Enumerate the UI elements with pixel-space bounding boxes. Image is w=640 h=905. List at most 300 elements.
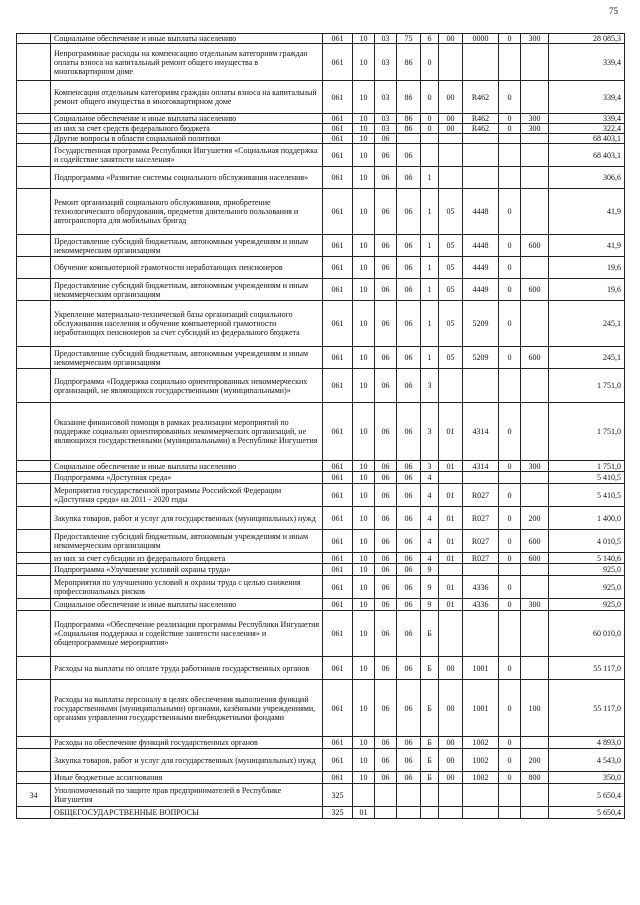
ministry-code-cell: 061 xyxy=(323,235,353,257)
row-number-cell xyxy=(17,403,51,461)
subprogram-code-cell xyxy=(421,807,439,819)
direction-code-cell: R027 xyxy=(463,553,499,564)
direction-code-cell: 1002 xyxy=(463,737,499,749)
subsection-code-cell: 06 xyxy=(375,257,397,279)
row-number-cell xyxy=(17,134,51,144)
direction-code-cell xyxy=(463,134,499,144)
direction-code-cell: 4448 xyxy=(463,189,499,235)
main-event-code-cell: 01 xyxy=(439,553,463,564)
expense-type-cell: 300 xyxy=(521,124,549,134)
table-row xyxy=(17,599,625,611)
ministry-code-cell: 061 xyxy=(323,44,353,81)
direction-suffix-cell: 0 xyxy=(499,81,521,114)
main-event-code-cell: 05 xyxy=(439,235,463,257)
direction-code-cell xyxy=(463,564,499,576)
main-event-code-cell: 01 xyxy=(439,599,463,611)
amount-cell: 19,6 xyxy=(549,257,625,279)
row-name-cell: Закупка товаров, работ и услуг для государственных (муниципальных) нужд xyxy=(51,749,323,772)
section-code-cell: 10 xyxy=(353,279,375,301)
direction-code-cell: 1002 xyxy=(463,772,499,784)
expense-type-cell: 300 xyxy=(521,461,549,472)
amount-cell: 5 140,6 xyxy=(549,553,625,564)
program-code-cell: 06 xyxy=(397,553,421,564)
subprogram-code-cell: 0 xyxy=(421,124,439,134)
direction-code-cell: 1001 xyxy=(463,657,499,680)
program-code-cell: 06 xyxy=(397,564,421,576)
ministry-code-cell: 061 xyxy=(323,189,353,235)
row-name-cell: Подпрограмма «Поддержка социально ориентированных некоммерческих организаций, не являющихся государственными (муниципальными)» xyxy=(51,369,323,403)
subprogram-code-cell: 3 xyxy=(421,369,439,403)
row-name-cell: Государственная программа Республики Ингушетия «Социальная поддержка и содействие занятости населения» xyxy=(51,144,323,167)
ministry-code-cell: 061 xyxy=(323,772,353,784)
table-row xyxy=(17,530,625,553)
row-name-cell: Уполномоченный по защите прав предпринимателей в Республике Ингушетия xyxy=(51,784,323,807)
subsection-code-cell: 06 xyxy=(375,134,397,144)
section-code-cell: 10 xyxy=(353,484,375,507)
table-row xyxy=(17,737,625,749)
ministry-code-cell: 061 xyxy=(323,34,353,44)
section-code-cell: 10 xyxy=(353,235,375,257)
row-name-cell: Закупка товаров, работ и услуг для государственных (муниципальных) нужд xyxy=(51,507,323,530)
subprogram-code-cell xyxy=(421,134,439,144)
section-code-cell: 10 xyxy=(353,301,375,347)
subprogram-code-cell: 1 xyxy=(421,167,439,189)
expense-type-cell xyxy=(521,369,549,403)
expense-type-cell xyxy=(521,81,549,114)
row-number-cell xyxy=(17,369,51,403)
direction-suffix-cell xyxy=(499,784,521,807)
table-row xyxy=(17,564,625,576)
direction-code-cell: 1001 xyxy=(463,680,499,737)
subsection-code-cell: 06 xyxy=(375,657,397,680)
expense-type-cell xyxy=(521,576,549,599)
row-number-cell xyxy=(17,507,51,530)
main-event-code-cell xyxy=(439,369,463,403)
subsection-code-cell: 06 xyxy=(375,576,397,599)
amount-cell: 245,1 xyxy=(549,301,625,347)
table-row xyxy=(17,576,625,599)
row-name-cell: Социальное обеспечение и иные выплаты населению xyxy=(51,461,323,472)
amount-cell: 60 010,0 xyxy=(549,611,625,657)
subsection-code-cell: 06 xyxy=(375,461,397,472)
amount-cell: 5 650,4 xyxy=(549,784,625,807)
expense-type-cell: 300 xyxy=(521,34,549,44)
ministry-code-cell: 061 xyxy=(323,599,353,611)
expense-type-cell xyxy=(521,564,549,576)
row-name-cell: из них за счет средств федерального бюджета xyxy=(51,124,323,134)
table-row xyxy=(17,81,625,114)
expense-type-cell xyxy=(521,189,549,235)
subprogram-code-cell: 3 xyxy=(421,461,439,472)
row-name-cell: Подпрограмма «Обеспечение реализации программы Республики Ингушетия «Социальная поддержка и содействие занятости населения» и общепрограммные мероприятия» xyxy=(51,611,323,657)
section-code-cell: 10 xyxy=(353,369,375,403)
main-event-code-cell: 00 xyxy=(439,124,463,134)
amount-cell: 4 010,5 xyxy=(549,530,625,553)
direction-code-cell xyxy=(463,611,499,657)
ministry-code-cell: 061 xyxy=(323,507,353,530)
section-code-cell: 10 xyxy=(353,576,375,599)
ministry-code-cell: 061 xyxy=(323,81,353,114)
subprogram-code-cell: 9 xyxy=(421,564,439,576)
expense-type-cell xyxy=(521,134,549,144)
direction-suffix-cell: 0 xyxy=(499,553,521,564)
ministry-code-cell: 061 xyxy=(323,347,353,369)
direction-code-cell xyxy=(463,167,499,189)
ministry-code-cell: 061 xyxy=(323,484,353,507)
section-code-cell: 10 xyxy=(353,81,375,114)
row-number-cell xyxy=(17,680,51,737)
subprogram-code-cell: 1 xyxy=(421,235,439,257)
table-row xyxy=(17,279,625,301)
direction-code-cell xyxy=(463,807,499,819)
row-number-cell xyxy=(17,657,51,680)
budget-table-body xyxy=(17,34,625,819)
main-event-code-cell: 01 xyxy=(439,530,463,553)
direction-code-cell: 4314 xyxy=(463,403,499,461)
row-number-cell xyxy=(17,44,51,81)
row-name-cell: Оказание финансовой помощи в рамках реализации мероприятий по поддержке социально ориентированных некоммерческих организаций, не являющихся государственными (муниципальными) в Республике Ингушетия xyxy=(51,403,323,461)
program-code-cell: 06 xyxy=(397,347,421,369)
subsection-code-cell: 06 xyxy=(375,403,397,461)
main-event-code-cell xyxy=(439,807,463,819)
direction-suffix-cell: 0 xyxy=(499,749,521,772)
subprogram-code-cell: 9 xyxy=(421,576,439,599)
program-code-cell: 86 xyxy=(397,44,421,81)
row-number-cell xyxy=(17,257,51,279)
row-number-cell xyxy=(17,576,51,599)
expense-type-cell: 800 xyxy=(521,772,549,784)
row-name-cell: Предоставление субсидий бюджетным, автономным учреждениям и иным некоммерческим организациям xyxy=(51,347,323,369)
row-name-cell: Подпрограмма «Улучшение условий охраны труда» xyxy=(51,564,323,576)
row-number-cell xyxy=(17,235,51,257)
amount-cell: 28 085,3 xyxy=(549,34,625,44)
ministry-code-cell: 061 xyxy=(323,167,353,189)
subprogram-code-cell: Б xyxy=(421,657,439,680)
subprogram-code-cell: 0 xyxy=(421,44,439,81)
main-event-code-cell xyxy=(439,472,463,484)
amount-cell: 306,6 xyxy=(549,167,625,189)
table-row xyxy=(17,124,625,134)
direction-suffix-cell: 0 xyxy=(499,301,521,347)
program-code-cell: 06 xyxy=(397,167,421,189)
subsection-code-cell: 06 xyxy=(375,144,397,167)
row-number-cell xyxy=(17,347,51,369)
table-row xyxy=(17,472,625,484)
subsection-code-cell: 06 xyxy=(375,680,397,737)
direction-suffix-cell: 0 xyxy=(499,484,521,507)
direction-code-cell: 1002 xyxy=(463,749,499,772)
section-code-cell xyxy=(353,784,375,807)
row-name-cell: Предоставление субсидий бюджетным, автономным учреждениям и иным некоммерческим организациям xyxy=(51,279,323,301)
ministry-code-cell: 061 xyxy=(323,301,353,347)
direction-code-cell xyxy=(463,472,499,484)
table-row xyxy=(17,114,625,124)
row-number-cell xyxy=(17,461,51,472)
direction-suffix-cell: 0 xyxy=(499,657,521,680)
subprogram-code-cell: 4 xyxy=(421,472,439,484)
row-name-cell: Укрепление материально-технической базы организаций социального обслуживания населения и обучение компьютерной грамотности неработающих пенсионеров за счет субсидий из федерального бюджета xyxy=(51,301,323,347)
main-event-code-cell xyxy=(439,167,463,189)
section-code-cell: 10 xyxy=(353,564,375,576)
direction-code-cell: R027 xyxy=(463,530,499,553)
direction-suffix-cell: 0 xyxy=(499,530,521,553)
subsection-code-cell: 06 xyxy=(375,772,397,784)
section-code-cell: 10 xyxy=(353,611,375,657)
expense-type-cell xyxy=(521,737,549,749)
amount-cell: 1 751,0 xyxy=(549,461,625,472)
ministry-code-cell: 061 xyxy=(323,576,353,599)
amount-cell: 925,0 xyxy=(549,564,625,576)
ministry-code-cell: 061 xyxy=(323,657,353,680)
direction-code-cell: R462 xyxy=(463,124,499,134)
program-code-cell: 06 xyxy=(397,403,421,461)
program-code-cell: 06 xyxy=(397,144,421,167)
amount-cell: 5 410,5 xyxy=(549,484,625,507)
table-row xyxy=(17,403,625,461)
direction-suffix-cell: 0 xyxy=(499,34,521,44)
amount-cell: 41,9 xyxy=(549,235,625,257)
direction-code-cell xyxy=(463,784,499,807)
expense-type-cell xyxy=(521,44,549,81)
direction-suffix-cell: 0 xyxy=(499,737,521,749)
subsection-code-cell: 06 xyxy=(375,553,397,564)
section-code-cell: 10 xyxy=(353,114,375,124)
row-name-cell: Подпрограмма «Развитие системы социального обслуживания населения» xyxy=(51,167,323,189)
section-code-cell: 10 xyxy=(353,772,375,784)
direction-suffix-cell: 0 xyxy=(499,114,521,124)
row-number-cell: 34 xyxy=(17,784,51,807)
expense-type-cell: 600 xyxy=(521,553,549,564)
expense-type-cell: 300 xyxy=(521,114,549,124)
row-name-cell: Обучение компьютерной грамотности неработающих пенсионеров xyxy=(51,257,323,279)
program-code-cell: 06 xyxy=(397,189,421,235)
main-event-code-cell xyxy=(439,44,463,81)
ministry-code-cell: 325 xyxy=(323,807,353,819)
subsection-code-cell: 03 xyxy=(375,44,397,81)
ministry-code-cell: 061 xyxy=(323,564,353,576)
expense-type-cell xyxy=(521,807,549,819)
row-name-cell: Расходы на выплаты персоналу в целях обеспечения выполнения функций государственными (муниципальными) органами, казёнными учреждениями, органами управления государственными внебюджетными фондами xyxy=(51,680,323,737)
row-number-cell xyxy=(17,144,51,167)
subsection-code-cell: 06 xyxy=(375,749,397,772)
direction-code-cell xyxy=(463,144,499,167)
direction-suffix-cell: 0 xyxy=(499,772,521,784)
main-event-code-cell: 00 xyxy=(439,657,463,680)
direction-suffix-cell xyxy=(499,134,521,144)
subsection-code-cell: 06 xyxy=(375,599,397,611)
subsection-code-cell: 03 xyxy=(375,114,397,124)
row-name-cell: Компенсация отдельным категориям граждан оплаты взноса на капитальный ремонт общего имущества в многоквартирном доме xyxy=(51,81,323,114)
expense-type-cell: 600 xyxy=(521,530,549,553)
row-name-cell: Социальное обеспечение и иные выплаты населению xyxy=(51,599,323,611)
row-name-cell: Социальное обеспечение и иные выплаты населению xyxy=(51,114,323,124)
ministry-code-cell: 061 xyxy=(323,279,353,301)
direction-code-cell: 0000 xyxy=(463,34,499,44)
subprogram-code-cell: 3 xyxy=(421,403,439,461)
table-row xyxy=(17,461,625,472)
main-event-code-cell xyxy=(439,144,463,167)
direction-suffix-cell: 0 xyxy=(499,599,521,611)
amount-cell: 339,4 xyxy=(549,114,625,124)
subsection-code-cell: 03 xyxy=(375,124,397,134)
direction-suffix-cell: 0 xyxy=(499,680,521,737)
subsection-code-cell: 06 xyxy=(375,472,397,484)
expense-type-cell xyxy=(521,301,549,347)
section-code-cell: 10 xyxy=(353,657,375,680)
ministry-code-cell: 061 xyxy=(323,114,353,124)
main-event-code-cell: 00 xyxy=(439,772,463,784)
main-event-code-cell xyxy=(439,564,463,576)
expense-type-cell: 300 xyxy=(521,599,549,611)
direction-code-cell xyxy=(463,369,499,403)
table-row xyxy=(17,680,625,737)
direction-suffix-cell: 0 xyxy=(499,235,521,257)
main-event-code-cell: 01 xyxy=(439,576,463,599)
ministry-code-cell: 061 xyxy=(323,124,353,134)
row-name-cell: Предоставление субсидий бюджетным, автономным учреждениям и иным некоммерческим организациям xyxy=(51,235,323,257)
section-code-cell: 10 xyxy=(353,599,375,611)
section-code-cell: 10 xyxy=(353,472,375,484)
subprogram-code-cell: Б xyxy=(421,772,439,784)
direction-code-cell xyxy=(463,44,499,81)
direction-code-cell: R462 xyxy=(463,114,499,124)
subsection-code-cell: 06 xyxy=(375,167,397,189)
subprogram-code-cell xyxy=(421,784,439,807)
direction-code-cell: 4448 xyxy=(463,235,499,257)
section-code-cell: 10 xyxy=(353,530,375,553)
table-row xyxy=(17,749,625,772)
direction-suffix-cell: 0 xyxy=(499,347,521,369)
subprogram-code-cell: 4 xyxy=(421,484,439,507)
subsection-code-cell: 06 xyxy=(375,189,397,235)
direction-code-cell: 4449 xyxy=(463,279,499,301)
subprogram-code-cell: 4 xyxy=(421,507,439,530)
page-number: 75 xyxy=(609,6,618,16)
direction-code-cell: 4449 xyxy=(463,257,499,279)
table-row xyxy=(17,553,625,564)
direction-suffix-cell: 0 xyxy=(499,189,521,235)
subsection-code-cell: 06 xyxy=(375,347,397,369)
direction-code-cell: 5209 xyxy=(463,347,499,369)
section-code-cell: 10 xyxy=(353,134,375,144)
row-number-cell xyxy=(17,530,51,553)
program-code-cell: 06 xyxy=(397,749,421,772)
program-code-cell: 86 xyxy=(397,114,421,124)
program-code-cell: 06 xyxy=(397,461,421,472)
subprogram-code-cell: Б xyxy=(421,737,439,749)
program-code-cell: 86 xyxy=(397,124,421,134)
main-event-code-cell: 00 xyxy=(439,749,463,772)
main-event-code-cell xyxy=(439,611,463,657)
section-code-cell: 01 xyxy=(353,807,375,819)
subsection-code-cell: 06 xyxy=(375,279,397,301)
program-code-cell: 06 xyxy=(397,576,421,599)
direction-suffix-cell xyxy=(499,472,521,484)
table-row xyxy=(17,301,625,347)
ministry-code-cell: 061 xyxy=(323,144,353,167)
amount-cell: 1 751,0 xyxy=(549,369,625,403)
main-event-code-cell: 00 xyxy=(439,34,463,44)
program-code-cell: 06 xyxy=(397,235,421,257)
direction-code-cell: R462 xyxy=(463,81,499,114)
direction-code-cell: 4336 xyxy=(463,599,499,611)
section-code-cell: 10 xyxy=(353,737,375,749)
subprogram-code-cell: 1 xyxy=(421,347,439,369)
table-row xyxy=(17,772,625,784)
row-number-cell xyxy=(17,772,51,784)
direction-suffix-cell: 0 xyxy=(499,279,521,301)
subprogram-code-cell: Б xyxy=(421,749,439,772)
row-number-cell xyxy=(17,279,51,301)
section-code-cell: 10 xyxy=(353,34,375,44)
row-number-cell xyxy=(17,564,51,576)
main-event-code-cell: 05 xyxy=(439,189,463,235)
subprogram-code-cell: 0 xyxy=(421,81,439,114)
program-code-cell: 06 xyxy=(397,369,421,403)
main-event-code-cell: 05 xyxy=(439,257,463,279)
direction-suffix-cell: 0 xyxy=(499,461,521,472)
expense-type-cell xyxy=(521,472,549,484)
ministry-code-cell: 061 xyxy=(323,257,353,279)
table-row xyxy=(17,44,625,81)
subprogram-code-cell: 6 xyxy=(421,34,439,44)
program-code-cell: 06 xyxy=(397,484,421,507)
direction-suffix-cell: 0 xyxy=(499,576,521,599)
direction-code-cell: 5209 xyxy=(463,301,499,347)
amount-cell: 1 751,0 xyxy=(549,403,625,461)
program-code-cell xyxy=(397,807,421,819)
direction-suffix-cell xyxy=(499,144,521,167)
table-row xyxy=(17,134,625,144)
row-number-cell xyxy=(17,807,51,819)
section-code-cell: 10 xyxy=(353,507,375,530)
row-number-cell xyxy=(17,749,51,772)
row-name-cell: Ремонт организаций социального обслуживания, приобретение технологического оборудования, предметов длительного пользования и автогранспорта для мобильных бригад xyxy=(51,189,323,235)
subprogram-code-cell xyxy=(421,144,439,167)
amount-cell: 322,4 xyxy=(549,124,625,134)
direction-suffix-cell xyxy=(499,611,521,657)
amount-cell: 1 400,0 xyxy=(549,507,625,530)
table-row xyxy=(17,257,625,279)
section-code-cell: 10 xyxy=(353,461,375,472)
row-number-cell xyxy=(17,611,51,657)
row-name-cell: Мероприятия по улучшению условий и охраны труда с целью снижения профессиональных рисков xyxy=(51,576,323,599)
amount-cell: 350,0 xyxy=(549,772,625,784)
ministry-code-cell: 061 xyxy=(323,369,353,403)
table-row xyxy=(17,507,625,530)
main-event-code-cell: 00 xyxy=(439,114,463,124)
section-code-cell: 10 xyxy=(353,144,375,167)
ministry-code-cell: 061 xyxy=(323,134,353,144)
table-row xyxy=(17,807,625,819)
row-number-cell xyxy=(17,114,51,124)
direction-suffix-cell: 0 xyxy=(499,257,521,279)
main-event-code-cell: 01 xyxy=(439,507,463,530)
table-row xyxy=(17,369,625,403)
expense-type-cell xyxy=(521,167,549,189)
row-name-cell: Другие вопросы в области социальной политики xyxy=(51,134,323,144)
ministry-code-cell: 061 xyxy=(323,611,353,657)
expense-type-cell: 100 xyxy=(521,680,549,737)
amount-cell: 925,0 xyxy=(549,599,625,611)
ministry-code-cell: 061 xyxy=(323,737,353,749)
amount-cell: 245,1 xyxy=(549,347,625,369)
main-event-code-cell: 00 xyxy=(439,81,463,114)
subprogram-code-cell: 4 xyxy=(421,530,439,553)
table-row xyxy=(17,235,625,257)
table-row xyxy=(17,484,625,507)
subsection-code-cell: 03 xyxy=(375,34,397,44)
